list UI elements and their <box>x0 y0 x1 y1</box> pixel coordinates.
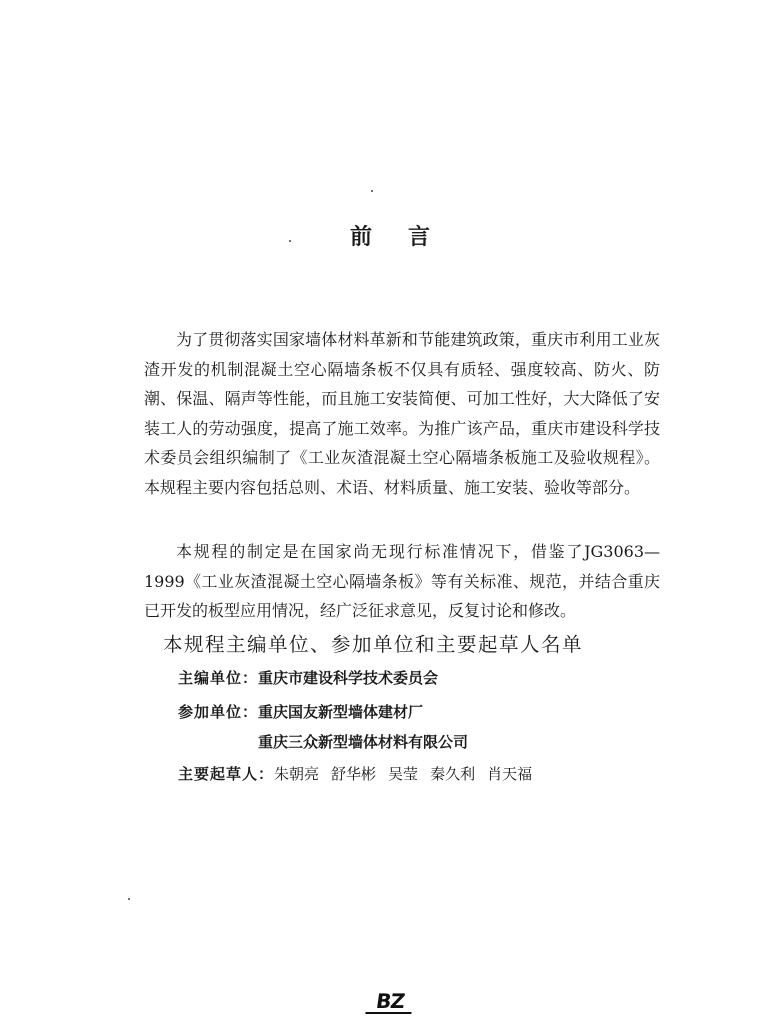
chief-unit-row <box>178 667 438 688</box>
drafters-label: 主要起草人： <box>178 765 275 783</box>
drafter-name: 舒华彬 <box>331 765 377 783</box>
participating-unit-row <box>178 701 423 722</box>
participating-unit-value: 重庆三众新型墙体材料有限公司 <box>258 733 469 751</box>
scan-speck <box>371 190 373 192</box>
chief-unit-value: 重庆市建设科学技术委员会 <box>258 669 439 687</box>
chief-unit-label: 主编单位： <box>178 669 259 687</box>
participating-unit-value: 重庆国友新型墙体建材厂 <box>258 703 424 721</box>
paragraph-text: 为了贯彻落实国家墙体材料革新和节能建筑政策，重庆市利用工业灰渣开发的机制混凝土空心隔墙条板不仅具有质轻、强度较高、防火、防潮、保温、隔声等性能，而且施工安装简便、可加工性好，大大降低了安装工人的劳动强度，提高了施工效率。为推广该产品，重庆市建设科学技术委员会组织编制了《工业灰渣混凝土空心隔墙条板施工及验收规程》。本规程主要内容包括总则、术语、材料质量、施工安装、验收等部分。 <box>144 330 660 497</box>
drafter-name: 肖天福 <box>487 765 533 783</box>
body-paragraph-2 <box>144 537 660 626</box>
drafter-name: 朱朝亮 <box>274 765 320 783</box>
drafters-row <box>178 763 544 784</box>
body-paragraph-1 <box>144 325 660 502</box>
participating-unit-row <box>258 731 468 752</box>
drafter-name: 吴莹 <box>388 765 419 783</box>
bz-logo: BZ <box>365 990 414 1014</box>
page-title: 前言 <box>349 225 466 250</box>
section-heading: 本规程主编单位、参加单位和主要起草人名单 <box>163 633 584 656</box>
drafter-names <box>274 765 544 783</box>
scan-speck <box>128 898 130 900</box>
drafter-name: 秦久利 <box>430 765 476 783</box>
participating-unit-label: 参加单位： <box>178 703 259 721</box>
paragraph-text: 本规程的制定是在国家尚无现行标准情况下，借鉴了JG3063—1999《工业灰渣混凝土空心隔墙条板》等有关标准、规范，并结合重庆已开发的板型应用情况，经广泛征求意见，反复讨论和修改。 <box>144 542 660 620</box>
